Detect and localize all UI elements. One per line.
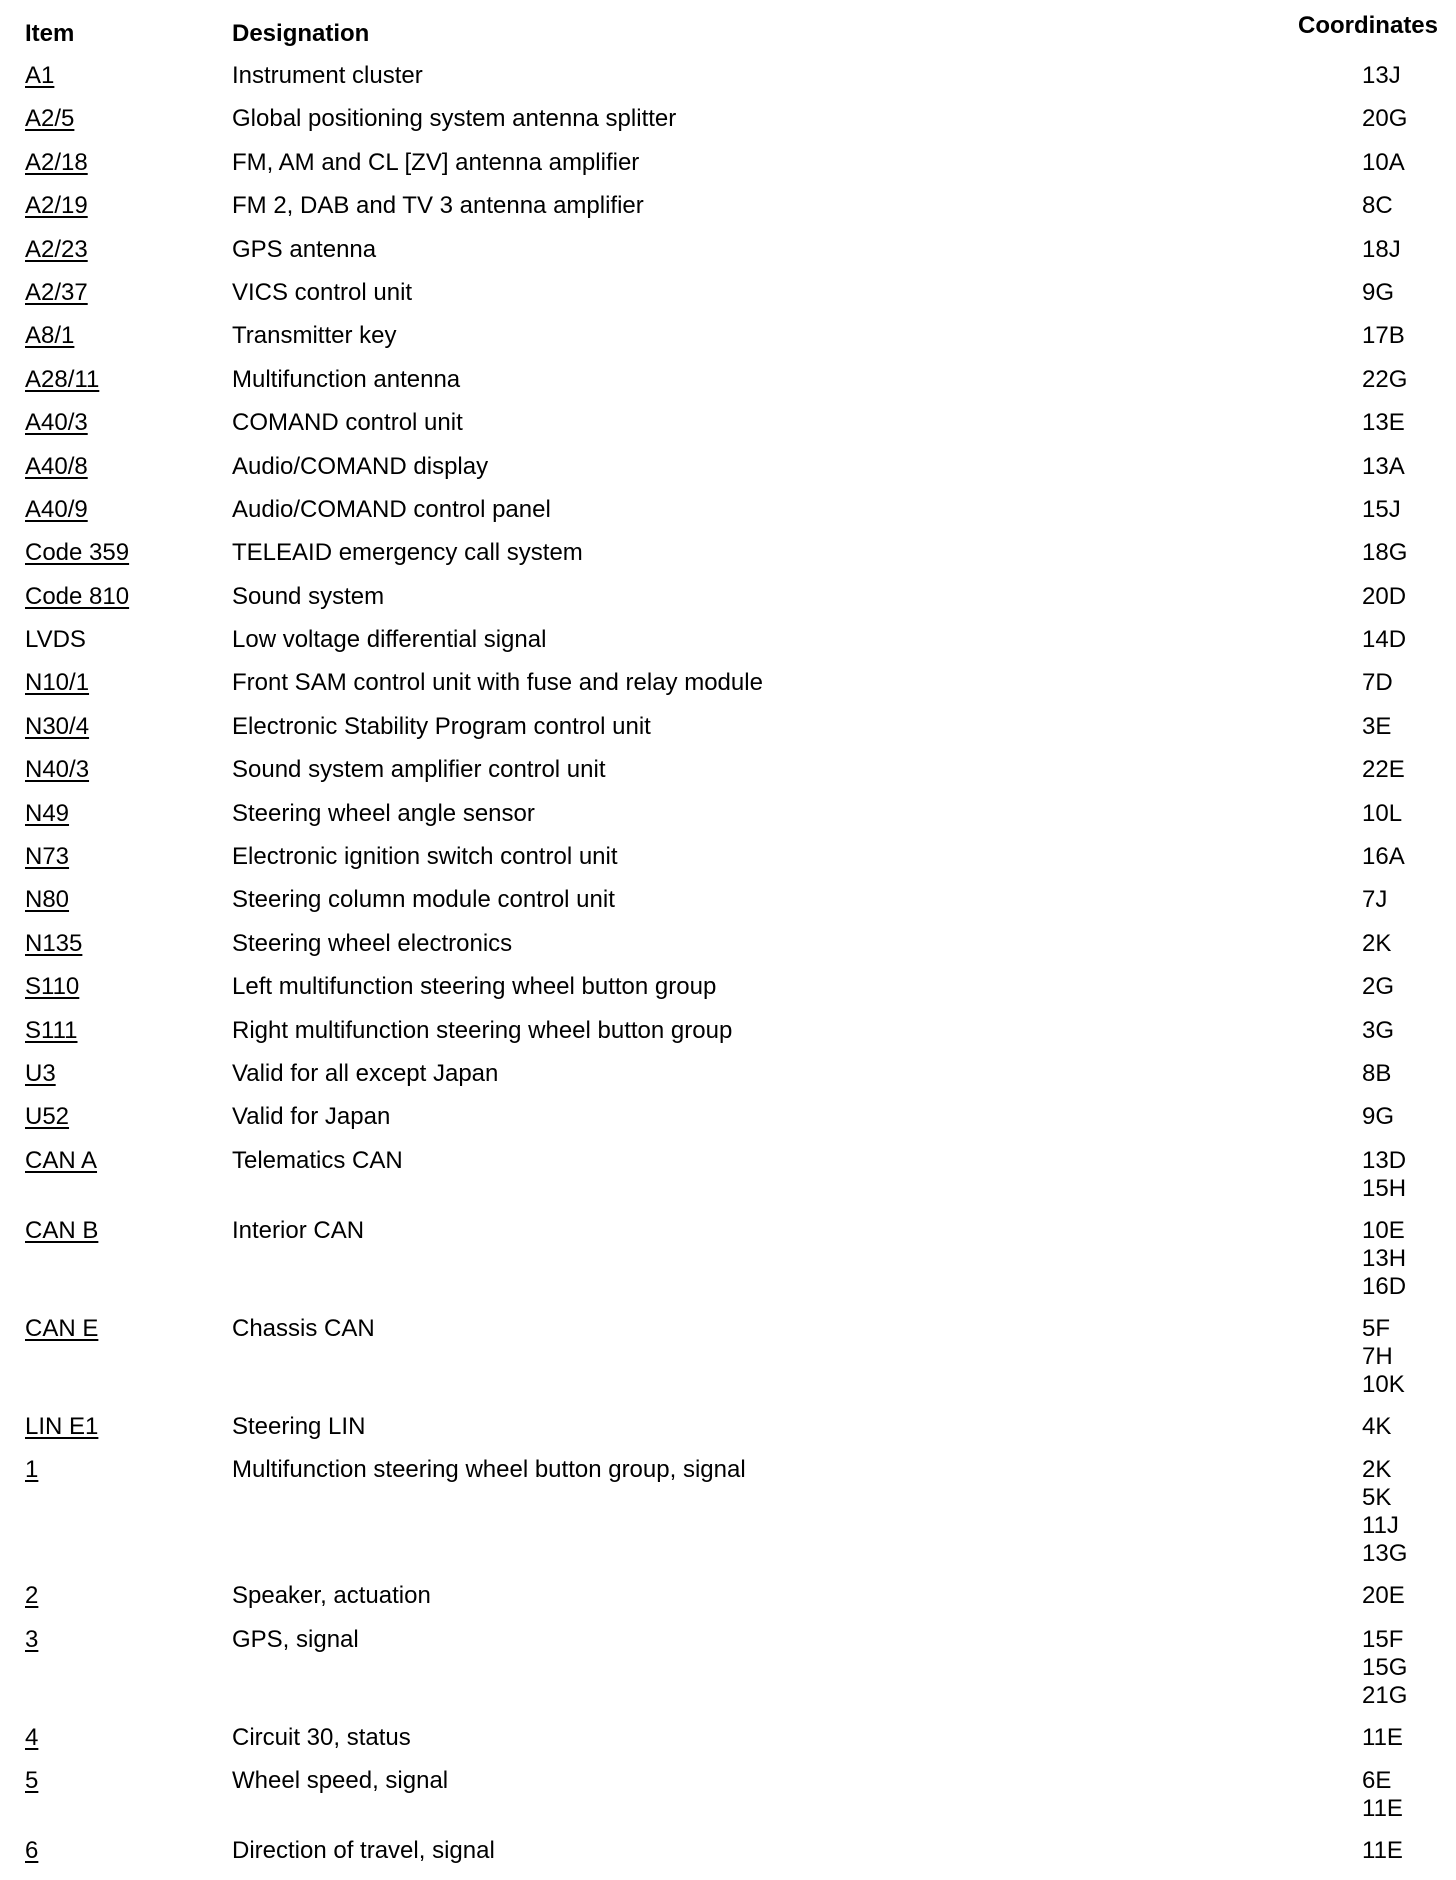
item-link[interactable]: A1 bbox=[25, 62, 55, 89]
coordinates-cell bbox=[1362, 1315, 1405, 1399]
table-row bbox=[0, 1837, 1456, 1865]
table-row bbox=[0, 1767, 1456, 1823]
coordinates-cell bbox=[1362, 409, 1405, 437]
coordinate-value: 9G bbox=[1362, 1103, 1395, 1131]
item-link[interactable]: A2/18 bbox=[25, 148, 88, 176]
table-row bbox=[0, 322, 1456, 350]
coordinates-cell bbox=[1362, 800, 1402, 828]
table-row bbox=[0, 1060, 1456, 1088]
item-link[interactable]: A8/1 bbox=[25, 322, 75, 350]
item-link[interactable]: CAN A bbox=[25, 1146, 98, 1174]
designation-text: Steering wheel angle sensor bbox=[232, 799, 535, 827]
table-row bbox=[0, 583, 1456, 611]
item-link[interactable]: N30/4 bbox=[25, 712, 90, 740]
table-row bbox=[0, 973, 1456, 1001]
coordinate-value: 11E bbox=[1362, 1723, 1403, 1751]
designation-text: Steering column module control unit bbox=[232, 886, 615, 914]
designation-text: Wheel speed, signal bbox=[232, 1766, 449, 1794]
coordinate-value: 18G bbox=[1362, 539, 1408, 567]
coordinates-cell bbox=[1362, 149, 1405, 177]
table-row bbox=[0, 496, 1456, 524]
coordinates-cell bbox=[1362, 1582, 1405, 1610]
designation-text: Sound system amplifier control unit bbox=[232, 756, 606, 784]
item-label: LVDS bbox=[25, 626, 86, 654]
designation-text: Right multifunction steering wheel button group bbox=[232, 1016, 733, 1044]
designation-text: Chassis CAN bbox=[232, 1314, 375, 1342]
table-row bbox=[0, 669, 1456, 697]
designation-text: Transmitter key bbox=[232, 322, 397, 350]
designation-text: GPS antenna bbox=[232, 235, 377, 263]
designation-text: Front SAM control unit with fuse and relay module bbox=[232, 669, 763, 697]
coordinate-value: 22E bbox=[1362, 756, 1405, 784]
designation-text: Audio/COMAND control panel bbox=[232, 495, 551, 523]
table-row bbox=[0, 1413, 1456, 1441]
table-row bbox=[0, 1315, 1456, 1399]
coordinate-value: 3E bbox=[1362, 712, 1392, 740]
coordinate-value: 17B bbox=[1362, 322, 1405, 350]
coordinate-value: 16A bbox=[1362, 843, 1405, 871]
coordinate-value: 10A bbox=[1362, 148, 1405, 176]
legend-table bbox=[0, 62, 1456, 1880]
coordinate-value: 11J bbox=[1362, 1512, 1399, 1540]
coordinates-cell bbox=[1362, 843, 1405, 871]
coordinates-cell bbox=[1362, 930, 1391, 958]
item-link[interactable]: 4 bbox=[25, 1723, 39, 1751]
table-row bbox=[0, 1147, 1456, 1203]
table-row bbox=[0, 930, 1456, 958]
table-row bbox=[0, 409, 1456, 437]
item-link[interactable]: N80 bbox=[25, 886, 70, 914]
coordinate-value: 5K bbox=[1362, 1484, 1392, 1512]
coordinate-value: 8B bbox=[1362, 1059, 1392, 1087]
item-link[interactable]: S111 bbox=[25, 1016, 78, 1044]
coordinates-cell bbox=[1362, 1017, 1394, 1045]
coordinates-cell bbox=[1362, 886, 1387, 914]
coordinate-value: 7J bbox=[1362, 886, 1388, 914]
coordinates-cell bbox=[1362, 1724, 1403, 1752]
table-row bbox=[0, 1017, 1456, 1045]
coordinate-value: 2G bbox=[1362, 973, 1395, 1001]
item-link[interactable]: A2/23 bbox=[25, 235, 88, 263]
item-link[interactable]: A40/3 bbox=[25, 409, 88, 437]
designation-text: Low voltage differential signal bbox=[232, 626, 547, 654]
table-row bbox=[0, 62, 1456, 90]
table-row bbox=[0, 236, 1456, 264]
item-link[interactable]: A40/8 bbox=[25, 452, 88, 480]
designation-text: Sound system bbox=[232, 582, 385, 610]
coordinate-value: 15H bbox=[1362, 1174, 1407, 1202]
item-link[interactable]: U3 bbox=[25, 1059, 56, 1087]
coordinates-cell bbox=[1362, 236, 1401, 264]
item-link[interactable]: U52 bbox=[25, 1103, 70, 1131]
table-row bbox=[0, 713, 1456, 741]
coordinate-value: 13D bbox=[1362, 1146, 1407, 1174]
coordinate-value: 2K bbox=[1362, 1456, 1392, 1484]
table-row bbox=[0, 149, 1456, 177]
coordinates-cell bbox=[1362, 192, 1393, 220]
coordinate-value: 10E bbox=[1362, 1216, 1405, 1244]
item-link[interactable]: 2 bbox=[25, 1582, 39, 1610]
coordinate-value: 5F bbox=[1362, 1314, 1391, 1342]
designation-text: Telematics CAN bbox=[232, 1146, 403, 1174]
item-link[interactable]: N49 bbox=[25, 799, 70, 827]
item-link[interactable]: A2/19 bbox=[25, 192, 88, 220]
designation-text: VICS control unit bbox=[232, 278, 413, 306]
item-link[interactable]: A40/9 bbox=[25, 495, 88, 523]
table-row bbox=[0, 539, 1456, 567]
coordinate-value: 7D bbox=[1362, 669, 1393, 697]
table-row bbox=[0, 1626, 1456, 1710]
coordinate-value: 11E bbox=[1362, 1794, 1403, 1822]
designation-text: COMAND control unit bbox=[232, 409, 463, 437]
item-link[interactable]: N10/1 bbox=[25, 669, 90, 697]
coordinate-value: 13J bbox=[1362, 62, 1401, 89]
item-link[interactable]: Code 359 bbox=[25, 539, 130, 567]
designation-text: FM, AM and CL [ZV] antenna amplifier bbox=[232, 148, 640, 176]
item-link[interactable]: N73 bbox=[25, 843, 70, 871]
coordinates-cell bbox=[1362, 539, 1407, 567]
designation-text: FM 2, DAB and TV 3 antenna amplifier bbox=[232, 192, 644, 220]
table-row bbox=[0, 105, 1456, 133]
designation-text: Multifunction antenna bbox=[232, 365, 461, 393]
coordinates-cell bbox=[1362, 1060, 1391, 1088]
column-header-designation: Designation bbox=[232, 20, 370, 47]
item-link[interactable]: LIN E1 bbox=[25, 1412, 99, 1440]
coordinates-cell bbox=[1362, 1626, 1407, 1710]
table-row bbox=[0, 192, 1456, 220]
coordinate-value: 21G bbox=[1362, 1681, 1408, 1709]
coordinates-cell bbox=[1362, 583, 1406, 611]
table-row bbox=[0, 756, 1456, 784]
coordinate-value: 16D bbox=[1362, 1272, 1407, 1300]
coordinate-value: 15F bbox=[1362, 1625, 1404, 1653]
column-header-item: Item bbox=[25, 20, 75, 47]
coordinate-value: 15G bbox=[1362, 1653, 1408, 1681]
coordinates-cell bbox=[1362, 1413, 1391, 1441]
designation-text: Interior CAN bbox=[232, 1216, 365, 1244]
item-link[interactable]: A2/5 bbox=[25, 105, 75, 133]
item-link[interactable]: A28/11 bbox=[25, 365, 100, 393]
designation-text: Electronic ignition switch control unit bbox=[232, 843, 618, 871]
coordinate-value: 18J bbox=[1362, 235, 1401, 263]
coordinate-value: 13E bbox=[1362, 409, 1405, 437]
coordinate-value: 10L bbox=[1362, 799, 1403, 827]
item-link[interactable]: CAN E bbox=[25, 1314, 99, 1342]
table-row bbox=[0, 843, 1456, 871]
column-header-coordinates: Coordinates bbox=[1297, 12, 1438, 39]
coordinate-value: 8C bbox=[1362, 192, 1393, 220]
designation-text: Electronic Stability Program control unit bbox=[232, 712, 651, 740]
designation-text: Valid for all except Japan bbox=[232, 1059, 499, 1087]
item-link[interactable]: CAN B bbox=[25, 1216, 99, 1244]
coordinates-cell bbox=[1362, 496, 1401, 524]
item-link[interactable]: Code 810 bbox=[25, 582, 130, 610]
coordinates-cell bbox=[1362, 973, 1394, 1001]
item-link[interactable]: 5 bbox=[25, 1766, 39, 1794]
coordinate-value: 15J bbox=[1362, 495, 1401, 523]
table-row bbox=[0, 1217, 1456, 1301]
coordinates-cell bbox=[1362, 279, 1394, 307]
coordinates-cell bbox=[1362, 669, 1393, 697]
coordinates-cell bbox=[1362, 366, 1407, 394]
coordinate-value: 9G bbox=[1362, 278, 1395, 306]
table-row bbox=[0, 626, 1456, 654]
coordinate-value: 20D bbox=[1362, 582, 1407, 610]
table-row bbox=[0, 886, 1456, 914]
designation-text: TELEAID emergency call system bbox=[232, 539, 583, 567]
item-link[interactable]: 6 bbox=[25, 1836, 39, 1864]
item-link[interactable]: S110 bbox=[25, 973, 80, 1001]
coordinate-value: 2K bbox=[1362, 929, 1392, 957]
table-row bbox=[0, 1582, 1456, 1610]
designation-text: GPS, signal bbox=[232, 1625, 359, 1653]
designation-text: Steering LIN bbox=[232, 1412, 366, 1440]
designation-text: Speaker, actuation bbox=[232, 1582, 431, 1610]
coordinates-cell bbox=[1362, 105, 1407, 133]
designation-text: Circuit 30, status bbox=[232, 1723, 411, 1751]
coordinates-cell bbox=[1362, 1147, 1406, 1203]
coordinates-cell bbox=[1362, 322, 1405, 350]
table-row bbox=[0, 1724, 1456, 1752]
coordinate-value: 13G bbox=[1362, 1540, 1408, 1568]
item-link[interactable]: N135 bbox=[25, 929, 83, 957]
designation-text: Audio/COMAND display bbox=[232, 452, 489, 480]
coordinates-cell bbox=[1362, 626, 1406, 654]
coordinates-cell bbox=[1362, 1217, 1406, 1301]
designation-text: Steering wheel electronics bbox=[232, 929, 513, 957]
table-row bbox=[0, 1456, 1456, 1568]
coordinate-value: 4K bbox=[1362, 1412, 1392, 1440]
item-link[interactable]: 3 bbox=[25, 1625, 39, 1653]
coordinates-cell bbox=[1362, 62, 1401, 90]
designation-text: Multifunction steering wheel button group, signal bbox=[232, 1456, 746, 1484]
coordinate-value: 20E bbox=[1362, 1582, 1405, 1610]
coordinate-value: 3G bbox=[1362, 1016, 1395, 1044]
table-row bbox=[0, 366, 1456, 394]
coordinate-value: 14D bbox=[1362, 626, 1407, 654]
coordinate-value: 13H bbox=[1362, 1244, 1407, 1272]
table-row bbox=[0, 800, 1456, 828]
coordinates-cell bbox=[1362, 1456, 1407, 1568]
coordinate-value: 22G bbox=[1362, 365, 1408, 393]
coordinate-value: 6E bbox=[1362, 1766, 1392, 1794]
item-link[interactable]: 1 bbox=[25, 1456, 39, 1484]
coordinate-value: 13A bbox=[1362, 452, 1405, 480]
coordinate-value: 10K bbox=[1362, 1370, 1405, 1398]
coordinates-cell bbox=[1362, 756, 1405, 784]
coordinates-cell bbox=[1362, 713, 1391, 741]
coordinate-value: 20G bbox=[1362, 105, 1408, 133]
coordinates-cell bbox=[1362, 1767, 1403, 1823]
designation-text: Valid for Japan bbox=[232, 1103, 391, 1131]
coordinate-value: 7H bbox=[1362, 1342, 1393, 1370]
table-row bbox=[0, 279, 1456, 307]
table-row bbox=[0, 453, 1456, 481]
coordinates-cell bbox=[1362, 1103, 1394, 1131]
designation-text: Global positioning system antenna splitter bbox=[232, 105, 677, 133]
table-row bbox=[0, 1103, 1456, 1131]
item-link[interactable]: A2/37 bbox=[25, 278, 88, 306]
coordinate-value: 11E bbox=[1362, 1836, 1403, 1864]
coordinates-cell bbox=[1362, 1837, 1403, 1865]
designation-text: Left multifunction steering wheel button group bbox=[232, 973, 717, 1001]
coordinates-cell bbox=[1362, 453, 1405, 481]
designation-text: Direction of travel, signal bbox=[232, 1836, 495, 1864]
designation-text: Instrument cluster bbox=[232, 62, 423, 89]
item-link[interactable]: N40/3 bbox=[25, 756, 90, 784]
